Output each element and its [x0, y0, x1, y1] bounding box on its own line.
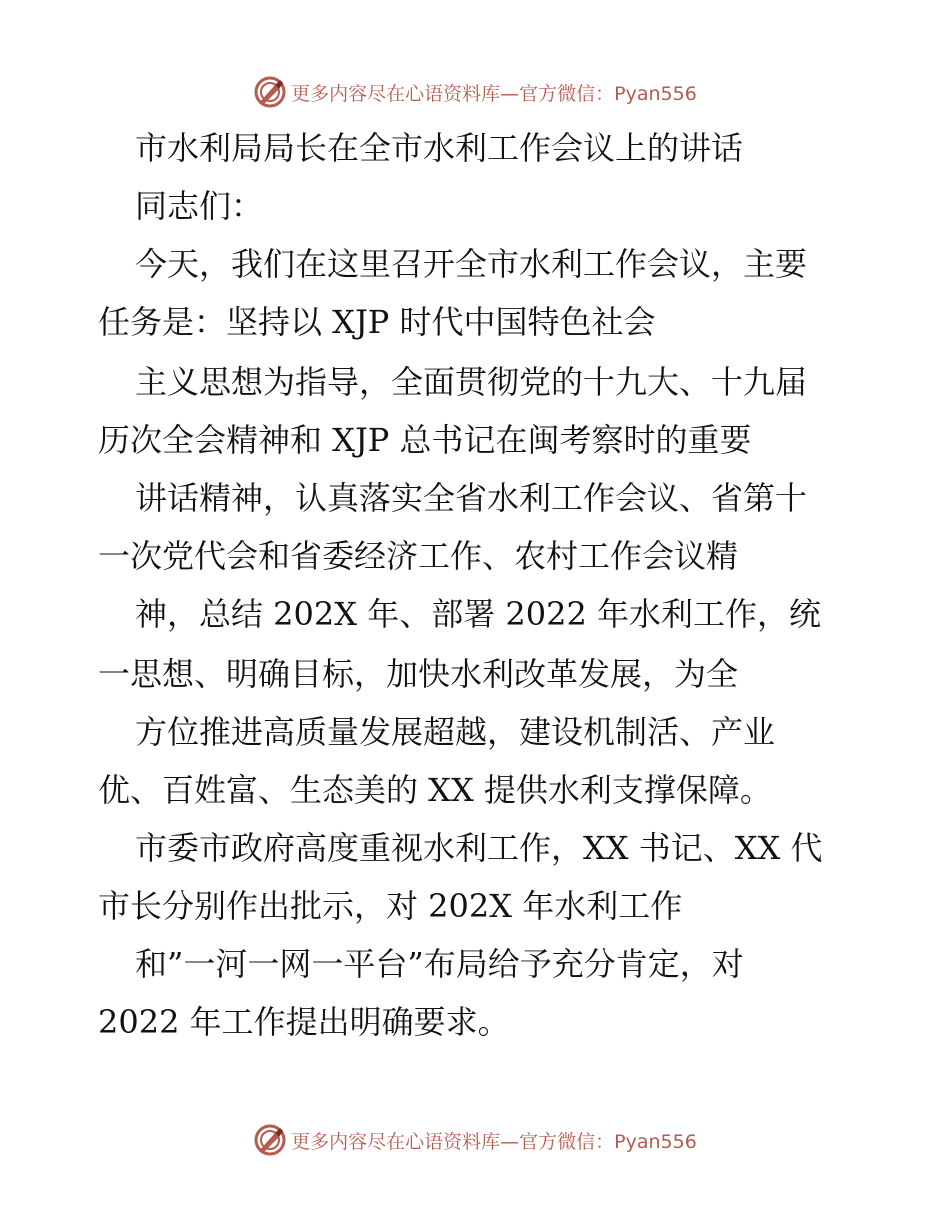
paragraph-line: 优、百姓富、生态美的 XX 提供水利支撑保障。	[98, 771, 772, 809]
pen-logo-icon	[253, 75, 287, 109]
watermark-text: 更多内容尽在心语资料库—官方微信：Pyan556	[291, 82, 697, 105]
paragraph-line: 主义思想为指导，全面贯彻党的十九大、十九届	[135, 363, 808, 401]
document-title: 市水利局局长在全市水利工作会议上的讲话	[135, 129, 744, 167]
watermark-text: 更多内容尽在心语资料库—官方微信：Pyan556	[291, 1130, 697, 1153]
paragraph-line: 讲话精神，认真落实全省水利工作会议、省第十	[135, 479, 808, 517]
paragraph-line: 历次全会精神和 XJP 总书记在闽考察时的重要	[98, 421, 752, 459]
paragraph-line: 2022 年工作提出明确要求。	[98, 1003, 510, 1041]
paragraph-line: 一次党代会和省委经济工作、农村工作会议精	[98, 537, 739, 575]
paragraph-line: 和”一河一网一平台”布局给予充分肯定，对	[135, 945, 744, 983]
footer-watermark	[0, 1120, 950, 1160]
paragraph-line: 今天，我们在这里召开全市水利工作会议，主要	[135, 245, 808, 283]
header-watermark	[0, 72, 950, 112]
paragraph-line: 市委市政府高度重视水利工作，XX 书记、XX 代	[135, 829, 823, 867]
paragraph-line: 一思想、明确目标，加快水利改革发展，为全	[98, 655, 739, 693]
paragraph-line: 市长分别作出批示，对 202X 年水利工作	[98, 887, 683, 925]
paragraph-line: 神，总结 202X 年、部署 2022 年水利工作，统	[135, 595, 821, 633]
paragraph-line: 方位推进高质量发展超越，建设机制活、产业	[135, 713, 776, 751]
salutation: 同志们：	[135, 187, 264, 225]
paragraph-line: 任务是：坚持以 XJP 时代中国特色社会	[98, 303, 656, 341]
pen-logo-icon	[253, 1123, 287, 1157]
